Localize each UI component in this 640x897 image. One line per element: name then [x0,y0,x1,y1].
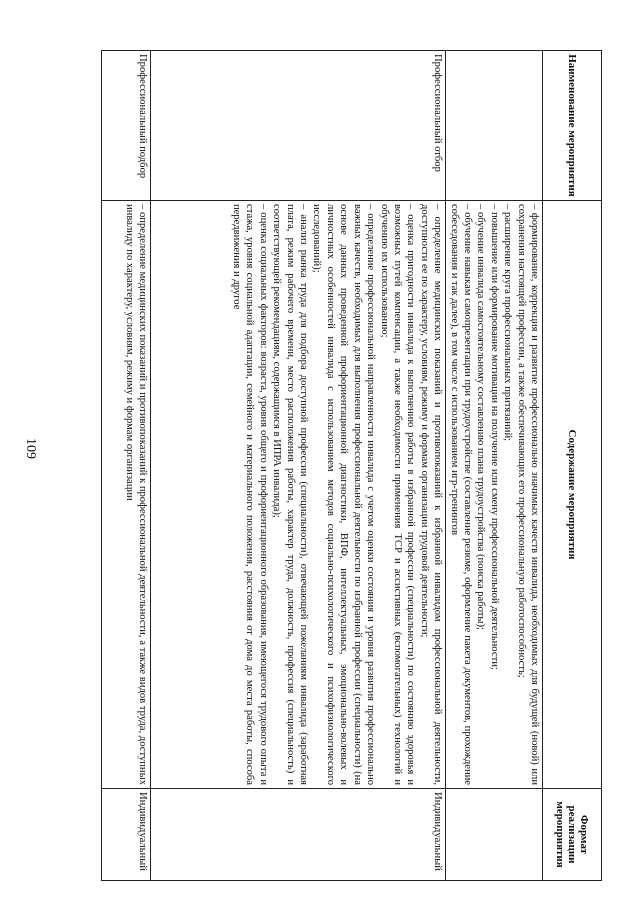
row-content [446,201,543,789]
table-row [446,51,543,881]
row-format: Индивидуальный [102,789,151,881]
list-item: – оценка пригодности инвалида к выполнению работы в избранной профессии (специальности) по состоянию здоровья и возможных путей компенсации, а также необходимости применения ТСР и ассистивных (вспомогательных) технологий и обучению их использованию; [378,204,417,785]
list-item: – формирование, коррекция и развитие профессионально значимых качеств инвалида, необходимых для будущей (новой) или сохранения настоящей профессии, а также обеспечивающих его профессиональную работоспособность; [515,204,540,785]
header-name: Наименование мероприятия [543,51,602,201]
header-format: Формат реализации мероприятия [543,789,602,881]
table-row [151,51,446,881]
measures-table [101,50,602,881]
list-item: – обучение инвалида самостоятельному составлению плана трудоустройства (поиска работы); [475,204,487,630]
list-item: – оценка социальных факторов: возраста, уровня общего и профориентационного образования, имеющегося трудового опыта и стажа, уровня социальной адаптации, семейного и материального положения, расстояния от дома до места работы, способа передвижения и другое [231,204,269,785]
row-content [151,201,446,789]
page-number: 109 [23,438,38,459]
row-format [446,789,543,881]
row-content [102,201,151,789]
list-item: – определение медицинских показаний и противопоказаний к избранной инвалидом профессиональной деятельности, доступности ее по характеру, условиям, режиму и формам организации трудовой деятельности; [418,204,444,785]
list-item: – определение профессиональной направленности инвалида с учетом оценки состояния и уровня развития профессионально важных качеств, необходимых для выполнения профессиональной деятельности по избранной профессии (специальности) (на основе данных проведенной профориентационной диагностики, ВПФ, интеллектуальных, эмоционально-волевых и личностных особенностей инвалида с использованием методов социально-психологического и психофизиологического исследований); [311,204,377,785]
list-item: – расширение круга профессиональных притязаний; [502,204,514,442]
list-item: – определение медицинских показаний и противопоказаний к профессиональной деятельности, а также видов труда, доступных инвалиду по характеру, условиям, режиму и формам организации [123,204,149,785]
row-name: Профессиональный подбор [102,51,151,201]
header-content: Содержание мероприятия [543,201,602,789]
list-item: – обучение навыкам самопрезентации при трудоустройстве (составление резюме, оформление пакета документов, прохождение собеседования и так далее), в том числе с использованием игр-тренингов [448,204,473,785]
row-name [446,51,543,201]
table-row [102,51,151,881]
row-name: Профессиональный отбор [151,51,446,201]
rotated-table-container [83,50,602,880]
row-format: Индивидуальный [151,789,446,881]
table-header-row [543,51,602,881]
list-item: – анализ рынка труда для подбора доступной профессии (специальности), отвечающей пожеланиям инвалида (заработная плата, режим рабочего времени, место расположения работы, характер труда, должность, профессия (специальность) и соответствующей рекомендациям, содержащимся в ИПРА инвалида); [271,204,310,785]
list-item: – повышение или формирование мотивации на получение или смену профессиональной деятельности; [488,204,500,670]
